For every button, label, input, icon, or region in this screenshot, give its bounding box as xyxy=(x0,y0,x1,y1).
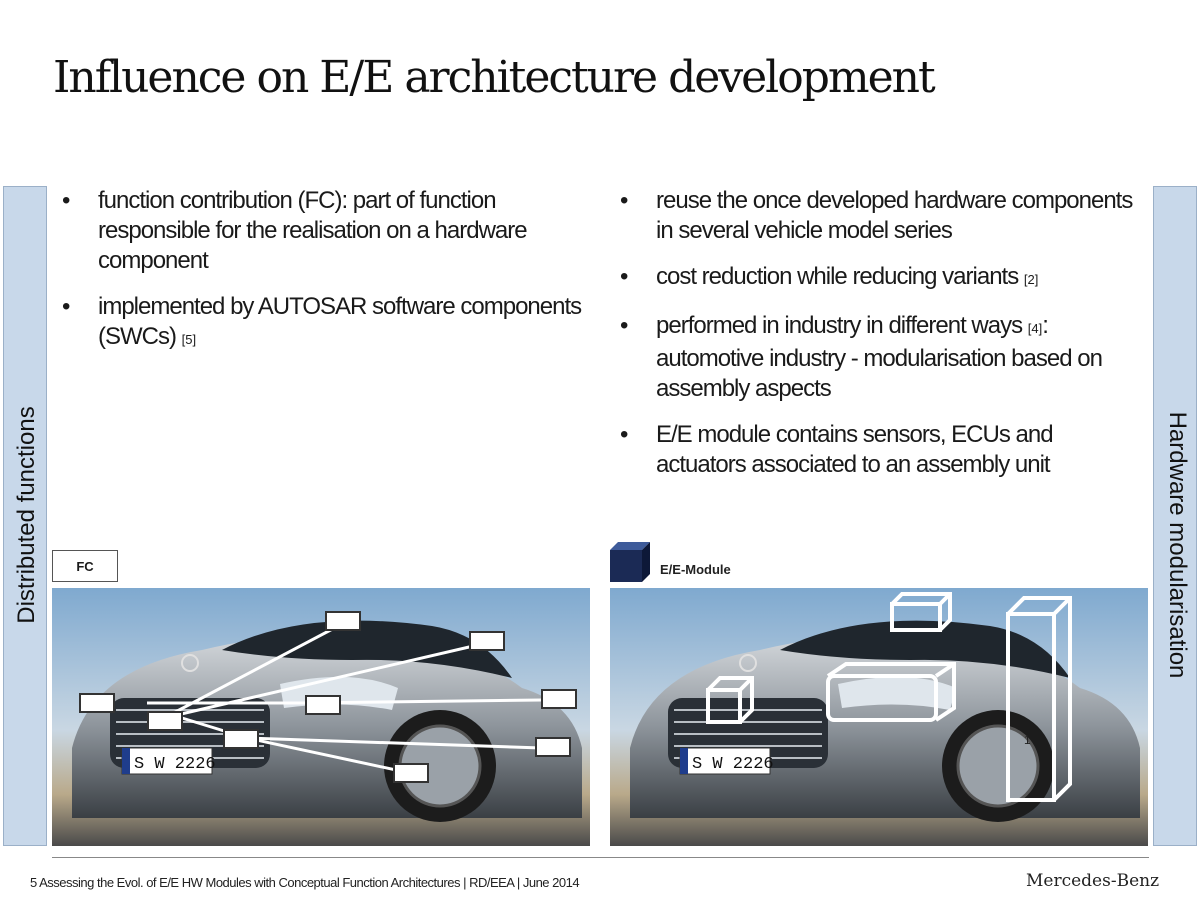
page-number: 5 xyxy=(30,875,37,890)
cube-icon xyxy=(608,540,652,584)
plate-text: S W 2226 xyxy=(692,755,774,774)
ee-module-label: E/E-Module xyxy=(660,562,731,577)
fc-box xyxy=(224,730,258,748)
reference: [5] xyxy=(181,332,197,347)
reference: [4] xyxy=(1027,321,1043,336)
fc-box xyxy=(536,738,570,756)
fc-box xyxy=(470,632,504,650)
fc-box xyxy=(306,696,340,714)
footer-text: 5 Assessing the Evol. of E/E HW Modules with Conceptual Function Architectures | RD/EEA | June 2014 xyxy=(30,875,580,890)
brand-logo: Mercedes-Benz xyxy=(1026,871,1160,891)
plate-text: S W 2226 xyxy=(134,755,216,774)
slide-title: Influence on E/E architecture development xyxy=(53,52,934,103)
fc-box xyxy=(326,612,360,630)
hardware-modularisation-label: Hardware modularisation xyxy=(1164,411,1191,679)
fc-legend-box: FC xyxy=(52,550,118,582)
reference: [2] xyxy=(1023,272,1039,287)
fc-box xyxy=(80,694,114,712)
fc-box xyxy=(542,690,576,708)
right-bullet-list xyxy=(614,186,1134,496)
footer-divider xyxy=(52,857,1149,858)
fc-box xyxy=(148,712,182,730)
car-photo-fc xyxy=(52,588,590,846)
bullet-item: • cost reduction while reducing variants [2] xyxy=(614,262,1134,295)
car-photo-modules xyxy=(610,588,1148,846)
fc-box xyxy=(394,764,428,782)
left-bullet-list xyxy=(56,186,596,371)
bullet-item: • E/E module contains sensors, ECUs and actuators associated to an assembly unit xyxy=(614,420,1134,480)
bullet-item: • implemented by AUTOSAR software components (SWCs) [5] xyxy=(56,292,596,355)
bullet-item: • function contribution (FC): part of function responsible for the realisation on a hardware component xyxy=(56,186,596,276)
distributed-functions-label: Distributed functions xyxy=(13,406,40,624)
module-number: 1 xyxy=(1024,733,1031,747)
bullet-item: • performed in industry in different ways [4]: automotive industry - modularisation based on assembly aspects xyxy=(614,311,1134,404)
bullet-item: • reuse the once developed hardware components in several vehicle model series xyxy=(614,186,1134,246)
